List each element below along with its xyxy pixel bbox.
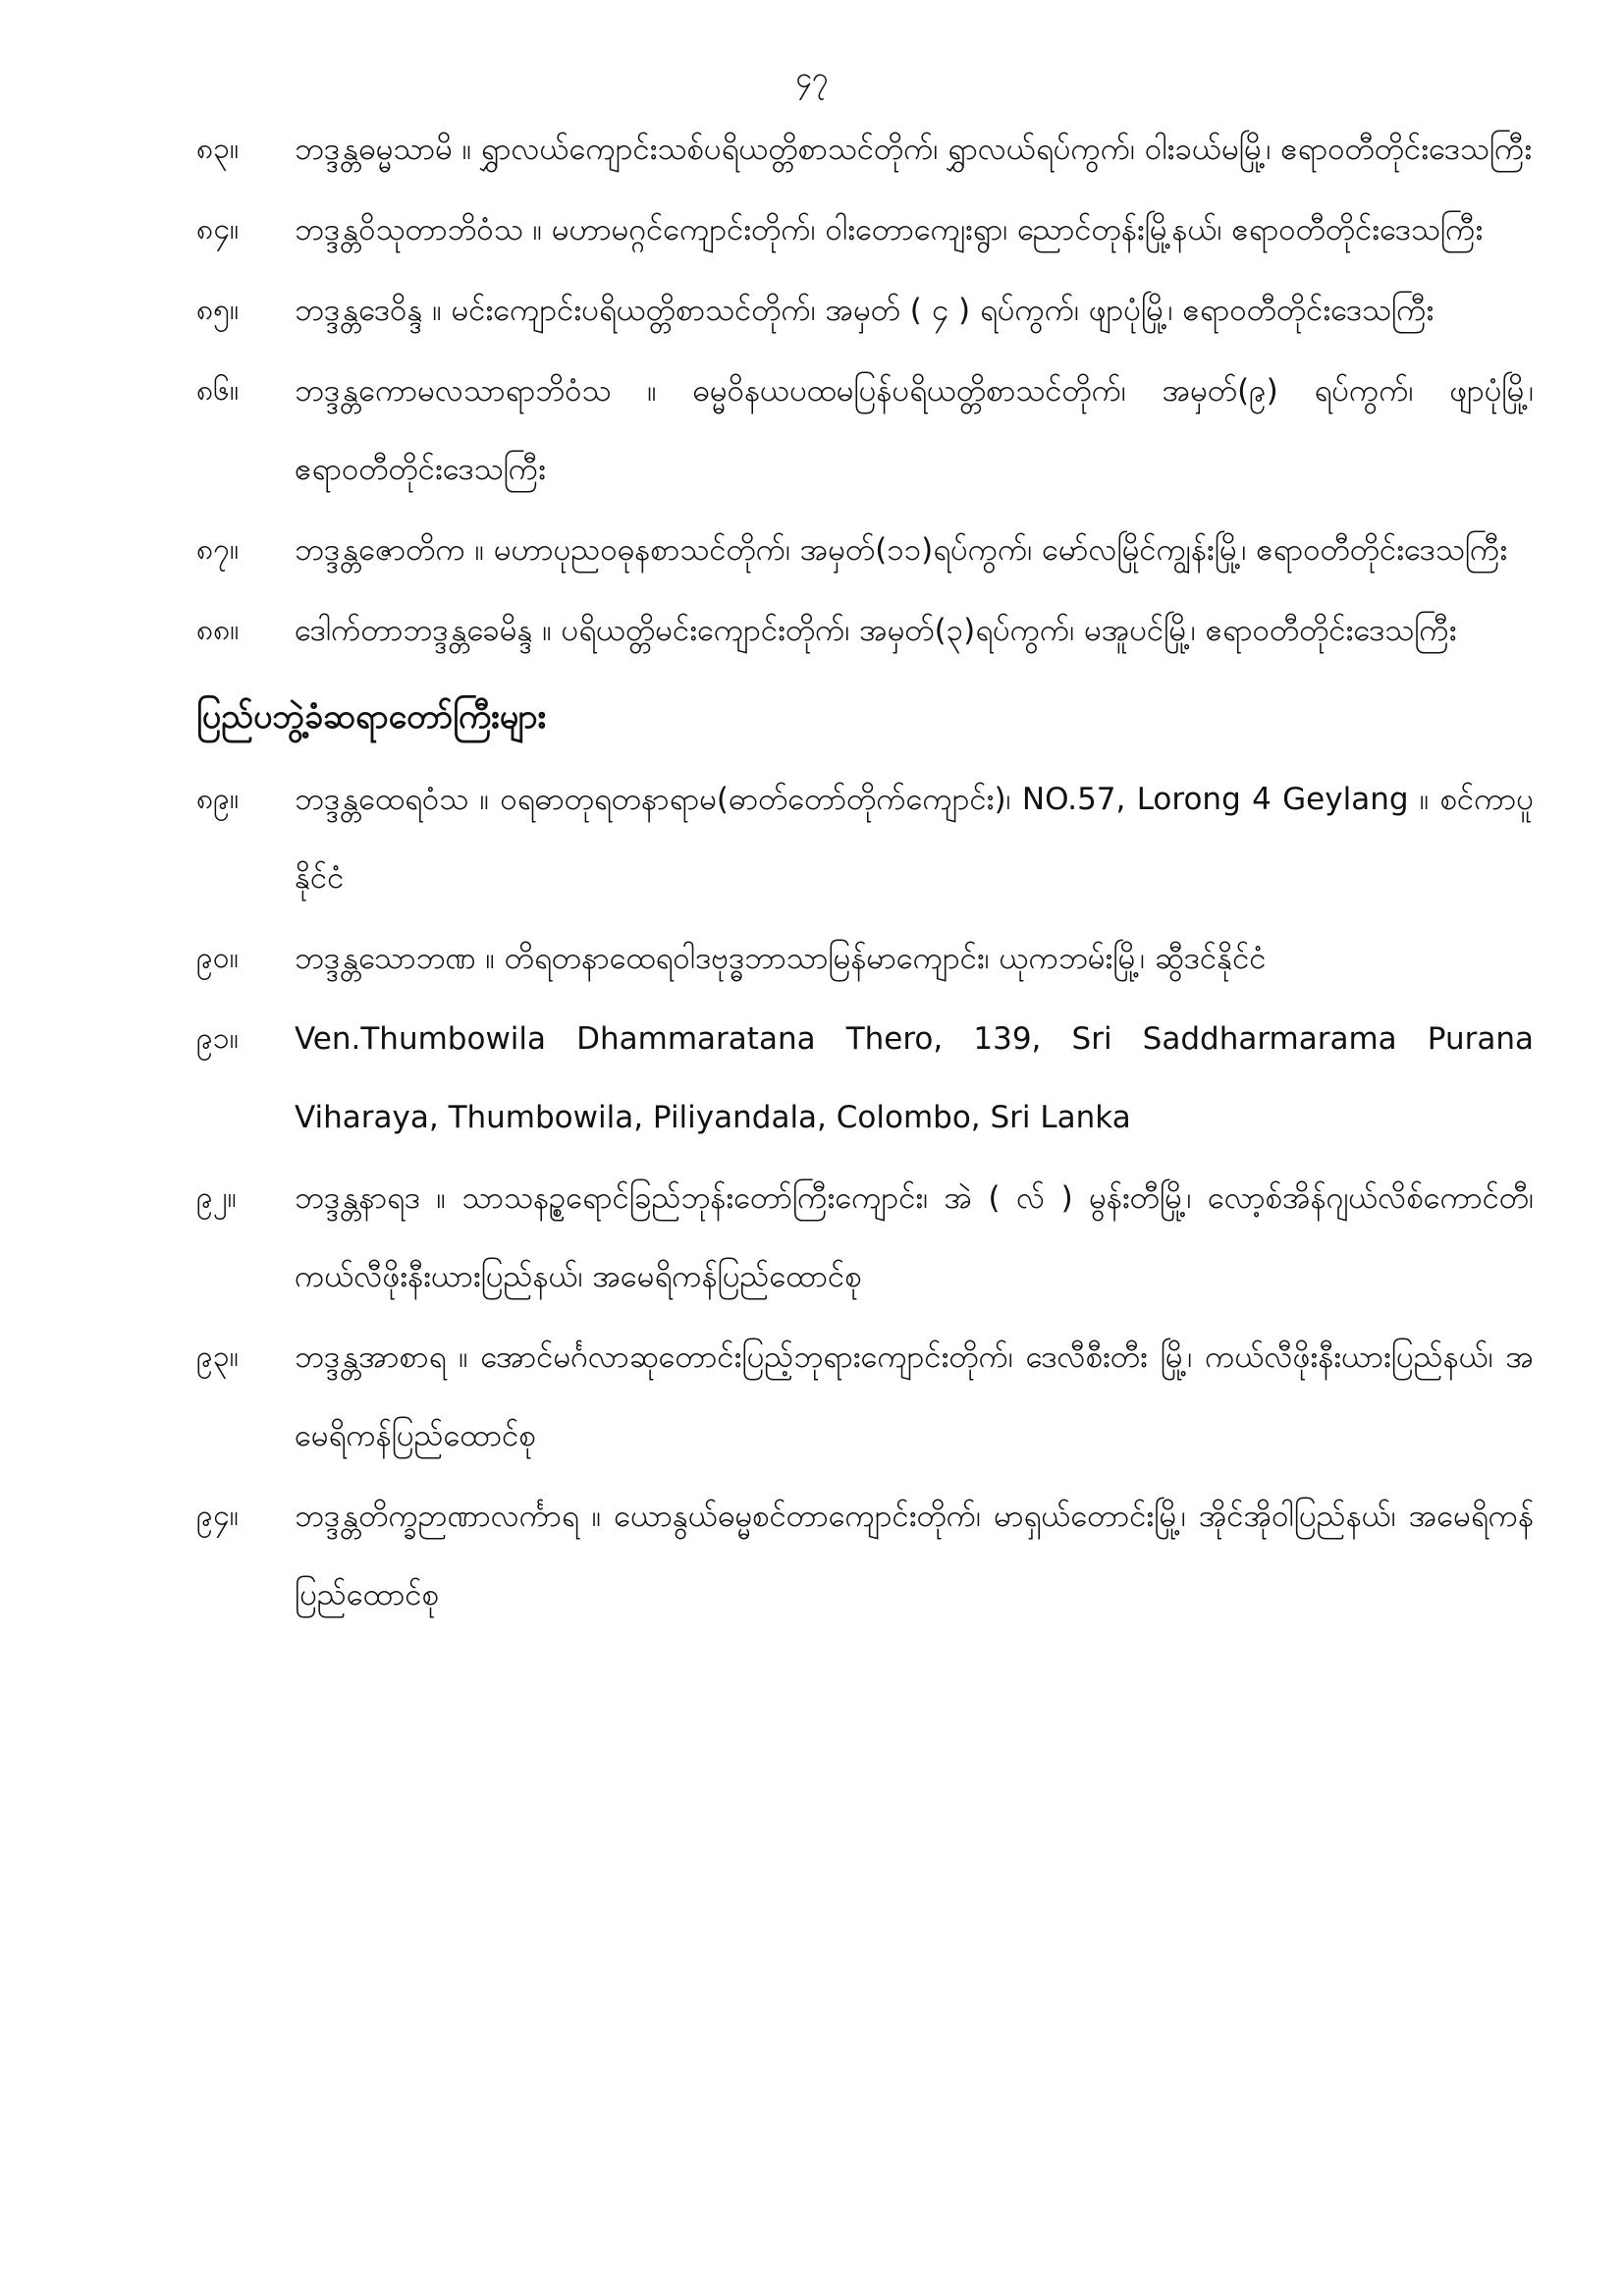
list-item-number: ၈၆။ bbox=[196, 373, 240, 408]
list-item bbox=[0, 919, 1624, 998]
list-item-number: ၉၃။ bbox=[196, 1339, 239, 1374]
list-item-text: ဘဒ္ဒန္တနာရဒ ။ သာသနဉ္စရောင်ခြည်ဘုန်းတော်ကြီးကျောင်း၊ အဲ ( လ် ) မွန်းတီမြို့၊ လော့စ်အိန်ဂျယ်လိစ်ကောင်တီ၊ ကယ်လီဖိုးနီးယားပြည်နယ်၊ အမေရိကန်ပြည်ထောင်စု bbox=[295, 1180, 1534, 1294]
list-item-text: ဘဒ္ဒန္တကောမလသာရာဘိဝံသ ။ ဓမ္မဝိနယပထမပြန်ပရိယတ္တိစာသင်တိုက်၊ အမှတ်(၉) ရပ်ကွက်၊ ဖျာပုံမြို့၊ ဧရာဝတီတိုင်းဒေသကြီး bbox=[295, 373, 1534, 487]
list-item-number: ၈၈။ bbox=[196, 613, 240, 647]
list-item-number: ၉၂။ bbox=[196, 1180, 237, 1215]
list-item-text: ဘဒ္ဒန္တအာစာရ ။ အောင်မင်္ဂလာဆုတောင်းပြည့်ဘုရားကျောင်းတိုက်၊ ဒေလီစီးတီး မြို့၊ ကယ်လီဖိုးနီးယားပြည်နယ်၊ အမေရိကန်ပြည်ထောင်စု bbox=[295, 1339, 1534, 1453]
list-item-number: ၈၄။ bbox=[196, 212, 240, 246]
list-item-number: ၈၃။ bbox=[196, 132, 240, 166]
list-item bbox=[0, 1000, 1624, 1157]
list-item bbox=[0, 110, 1624, 189]
list-item-number: ၈၉။ bbox=[196, 782, 240, 816]
list-item bbox=[0, 352, 1624, 509]
list-item bbox=[0, 591, 1624, 670]
list-item bbox=[0, 1159, 1624, 1316]
list-item bbox=[0, 511, 1624, 589]
page-number: ၄၇ bbox=[795, 61, 829, 95]
list-item-number: ၉၄။ bbox=[196, 1499, 239, 1533]
list-item-text: ဘဒ္ဒန္တတိက္ခဉာဏာလင်္ကာရ ။ ယောနွယ်ဓမ္မစင်တာကျောင်းတိုက်၊ မာရှယ်တောင်းမြို့၊ အိုင်အိုဝါပြည်နယ်၊ အမေရိကန်ပြည်ထောင်စု bbox=[295, 1499, 1534, 1613]
list-item bbox=[0, 1318, 1624, 1475]
entries-list bbox=[0, 110, 1624, 1634]
list-item-text: ဘဒ္ဒန္တသောဘဏ ။ တိရတနာထေရဝါဒဗုဒ္ဓဘာသာမြန်မာကျောင်း၊ ယုကဘမ်းမြို့၊ ဆွီဒင်နိုင်ငံ bbox=[295, 941, 1267, 976]
list-item-text: ဘဒ္ဒန္တဝိသုတာဘိဝံသ ။ မဟာမဂ္ဂင်ကျောင်းတိုက်၊ ဝါးတောကျေးရွာ၊ ညောင်တုန်းမြို့နယ်၊ ဧရာဝတီတိုင်းဒေသကြီး bbox=[295, 212, 1484, 247]
list-item-text: ဘဒ္ဒန္တဓမ္မသာမိ ။ ရွှာလယ်ကျောင်းသစ်ပရိယတ္တိစာသင်တိုက်၊ ရွှာလယ်ရပ်ကွက်၊ ဝါးခယ်မမြို့၊ ဧရာဝတီတိုင်းဒေသကြီး bbox=[295, 132, 1533, 167]
list-item-text: ဘဒ္ဒန္တဇောတိက ။ မဟာပုညဝဓုနစာသင်တိုက်၊ အမှတ်(၁၁)ရပ်ကွက်၊ မော်လမြိုင်ကျွန်းမြို့၊ ဧရာဝတီတိုင်းဒေသကြီး bbox=[295, 532, 1508, 568]
list-item bbox=[0, 1477, 1624, 1634]
list-item-text: ဘဒ္ဒန္တထေရဝံသ ။ ဝရဓာတုရတနာရာမ(ဓာတ်တော်တိုက်ကျောင်း)၊ NO.57, Lorong 4 Geylang ။ စင်ကာပူနိုင်ငံ bbox=[295, 782, 1534, 896]
section-heading: ပြည်ပဘွဲ့ခံဆရာတော်ကြီးများ bbox=[196, 697, 547, 737]
list-item-text: Ven.Thumbowila Dhammaratana Thero, 139, Sri Saddharmarama Purana Viharaya, Thumbowila, Piliyandala, Colombo, Sri Lanka bbox=[295, 1021, 1534, 1135]
list-item bbox=[0, 191, 1624, 269]
list-item bbox=[0, 760, 1624, 917]
list-item-number: ၉၀။ bbox=[196, 941, 239, 975]
list-item bbox=[0, 271, 1624, 350]
list-item-text: ဘဒ္ဒန္တဒေဝိန္ဒ ။ မင်းကျောင်းပရိယတ္တိစာသင်တိုက်၊ အမှတ် ( ၄ ) ရပ်ကွက်၊ ဖျာပုံမြို့၊ ဧရာဝတီတိုင်းဒေသကြီး bbox=[295, 293, 1435, 328]
list-item-number: ၈၅။ bbox=[196, 293, 240, 327]
list-item-text: ဒေါက်တာဘဒ္ဒန္တခေမိန္ဒ ။ ပရိယတ္တိမင်းကျောင်းတိုက်၊ အမှတ်(၃)ရပ်ကွက်၊ မအူပင်မြို့၊ ဧရာဝတီတိုင်းဒေသကြီး bbox=[295, 613, 1457, 648]
list-item-number: ၈၇။ bbox=[196, 532, 240, 567]
list-item-number: ၉၁။ bbox=[196, 1021, 239, 1056]
